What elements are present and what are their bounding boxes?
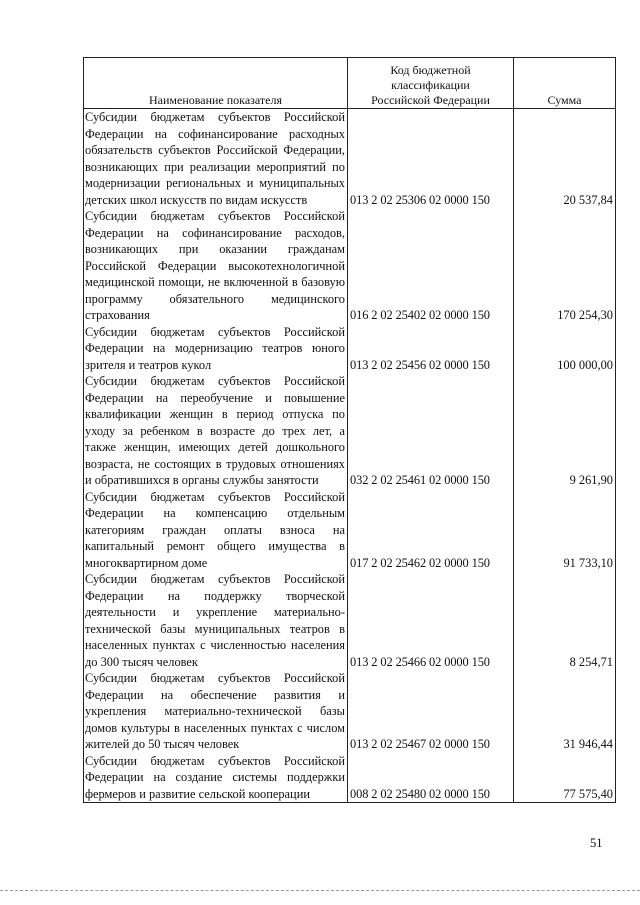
row-name: Субсидии бюджетам субъектов Российской Федерации на софинансирование расходов, возникающих при оказании гражданам Российской Федерации высокотехнологичной медицинской помощи, не включенной в базовую программу обязательного медицинского страхования <box>84 208 348 324</box>
row-code: 013 2 02 25456 02 0000 150 <box>348 324 514 374</box>
table-row <box>84 109 616 209</box>
row-sum: 91 733,10 <box>514 489 616 572</box>
table-row <box>84 373 616 489</box>
row-name: Субсидии бюджетам субъектов Российской Федерации на создание системы поддержки фермеров и развитие сельской кооперации <box>84 753 348 803</box>
row-sum: 77 575,40 <box>514 753 616 803</box>
row-sum: 100 000,00 <box>514 324 616 374</box>
row-code: 013 2 02 25467 02 0000 150 <box>348 670 514 753</box>
table-row <box>84 208 616 324</box>
row-name: Субсидии бюджетам субъектов Российской Федерации на переобучение и повышение квалификации женщин в период отпуска по уходу за ребенком в возрасте до трех лет, а также женщин, имеющих детей дошкольного возраста, не состоящих в трудовых отношениях и обратившихся в органы службы занятости <box>84 373 348 489</box>
row-name: Субсидии бюджетам субъектов Российской Федерации на обеспечение развития и укрепления материально-технической базы домов культуры в населенных пунктах с числом жителей до 50 тысяч человек <box>84 670 348 753</box>
page-number: 51 <box>590 836 603 850</box>
row-sum: 8 254,71 <box>514 571 616 670</box>
row-sum: 31 946,44 <box>514 670 616 753</box>
row-code: 016 2 02 25402 02 0000 150 <box>348 208 514 324</box>
page-bottom-divider <box>0 890 640 891</box>
table-row <box>84 489 616 572</box>
header-name: Наименование показателя <box>84 58 348 109</box>
row-name: Субсидии бюджетам субъектов Российской Федерации на компенсацию отдельным категориям граждан оплаты взноса на капитальный ремонт общего имущества в многоквартирном доме <box>84 489 348 572</box>
row-code: 017 2 02 25462 02 0000 150 <box>348 489 514 572</box>
table-row <box>84 324 616 374</box>
row-sum: 170 254,30 <box>514 208 616 324</box>
row-sum: 9 261,90 <box>514 373 616 489</box>
row-code: 032 2 02 25461 02 0000 150 <box>348 373 514 489</box>
budget-table <box>83 57 616 803</box>
row-name: Субсидии бюджетам субъектов Российской Федерации на поддержку творческой деятельности и укрепление материально-технической базы муниципальных театров в населенных пунктах с численностью населения до 300 тысяч человек <box>84 571 348 670</box>
row-name: Субсидии бюджетам субъектов Российской Федерации на модернизацию театров юного зрителя и театров кукол <box>84 324 348 374</box>
header-sum: Сумма <box>514 58 616 109</box>
row-code: 013 2 02 25306 02 0000 150 <box>348 109 514 209</box>
row-name: Субсидии бюджетам субъектов Российской Федерации на софинансирование расходных обязательств субъектов Российской Федерации, возникающих при реализации мероприятий по модернизации региональных и муниципальных детских школ искусств по видам искусств <box>84 109 348 209</box>
row-code: 008 2 02 25480 02 0000 150 <box>348 753 514 803</box>
row-sum: 20 537,84 <box>514 109 616 209</box>
table-row <box>84 571 616 670</box>
row-code: 013 2 02 25466 02 0000 150 <box>348 571 514 670</box>
table-row <box>84 670 616 753</box>
table-header-row <box>84 58 616 109</box>
header-code: Код бюджетной классификации Российской Федерации <box>348 58 514 109</box>
table-row <box>84 753 616 803</box>
